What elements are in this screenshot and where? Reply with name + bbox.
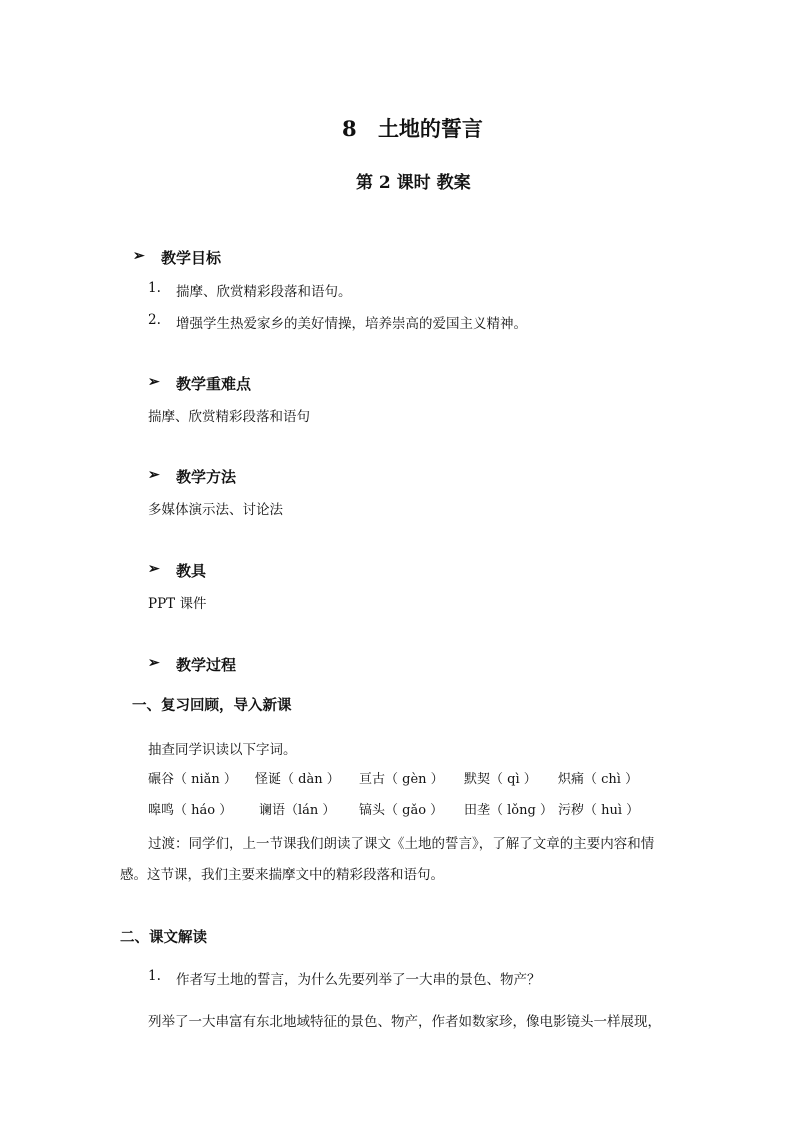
vocab-pinyin: （ háo ） (174, 803, 233, 818)
vocab-word: 嗥鸣 (148, 803, 175, 818)
section-text-tools: PPT 课件 (148, 596, 207, 612)
arrow-bullet-icon: ➢ (148, 561, 160, 577)
page-subtitle: 第 2 课时 教案 (356, 173, 471, 193)
question-number: 1. (148, 968, 161, 984)
section-heading-methods: 教学方法 (176, 468, 237, 486)
arrow-bullet-icon: ➢ (148, 374, 160, 390)
vocab-word: 默契 (464, 772, 491, 787)
section-heading-tools: 教具 (176, 562, 207, 580)
page-title (342, 113, 483, 143)
list-item-number: 2. (148, 312, 161, 328)
arrow-bullet-icon: ➢ (133, 248, 145, 264)
vocab-pinyin: （ qì ） (490, 772, 537, 787)
vocab-pinyin: （ niǎn ） (174, 772, 237, 787)
question-text: 作者写土地的誓言，为什么先要列举了一大串的景色、物产？ (176, 972, 541, 988)
vocab-pinyin: （ gèn ） (385, 772, 444, 787)
list-item-number: 1. (148, 280, 161, 296)
paragraph-answer: 列举了一大串富有东北地域特征的景色、物产，作者如数家珍，像电影镜头一样展现， (148, 1014, 661, 1030)
vocab-row (464, 799, 553, 818)
vocab-word: 镐头 (359, 803, 386, 818)
part-heading-review: 一、复习回顾，导入新课 (132, 697, 292, 714)
vocab-pinyin: （ lǒng ） (490, 803, 553, 818)
arrow-bullet-icon: ➢ (148, 655, 160, 671)
vocab-word: 炽痛 (558, 772, 585, 787)
lesson-title: 土地的誓言 (377, 116, 483, 141)
lesson-number: 8 (342, 116, 357, 141)
paragraph-transition: 过渡：同学们，上一节课我们朗读了课文《土地的誓言》，了解了文章的主要内容和情 (148, 836, 655, 852)
section-text-key-points: 揣摩、欣赏精彩段落和语句 (148, 409, 310, 425)
vocab-row (558, 768, 638, 787)
vocab-pinyin: （ gǎo ） (385, 803, 444, 818)
list-item (148, 280, 161, 296)
vocab-row (148, 768, 237, 787)
vocab-row (558, 799, 639, 818)
paragraph-transition-cont: 感。这节课，我们主要来揣摩文中的精彩段落和语句。 (120, 867, 444, 883)
part-heading-reading: 二、课文解读 (120, 929, 207, 946)
vocab-row (359, 768, 444, 787)
vocab-row (259, 799, 335, 818)
vocab-pinyin: （lán ） (285, 803, 336, 818)
section-text-methods: 多媒体演示法、讨论法 (148, 502, 283, 518)
vocab-word: 污秽 (558, 803, 585, 818)
section-heading-process: 教学过程 (176, 656, 237, 674)
paragraph-intro: 抽查同学识读以下字词。 (148, 742, 297, 758)
list-item-text: 增强学生热爱家乡的美好情操，培养崇高的爱国主义精神。 (176, 316, 527, 332)
arrow-bullet-icon: ➢ (148, 467, 160, 483)
vocab-row (148, 799, 232, 818)
vocab-word: 碾谷 (148, 772, 175, 787)
vocab-pinyin: （ huì ） (584, 803, 640, 818)
section-heading-goals: 教学目标 (161, 249, 222, 267)
vocab-word: 亘古 (359, 772, 386, 787)
vocab-word: 怪诞 (255, 772, 282, 787)
vocab-pinyin: （ chì ） (584, 772, 639, 787)
vocab-word: 谰语 (259, 803, 286, 818)
vocab-row (359, 799, 443, 818)
list-item-text: 揣摩、欣赏精彩段落和语句。 (176, 284, 352, 300)
vocab-pinyin: （ dàn ） (281, 772, 340, 787)
vocab-row (255, 768, 340, 787)
vocab-row (464, 768, 537, 787)
list-item (148, 312, 161, 328)
vocab-word: 田垄 (464, 803, 491, 818)
section-heading-key-points: 教学重难点 (176, 375, 252, 393)
